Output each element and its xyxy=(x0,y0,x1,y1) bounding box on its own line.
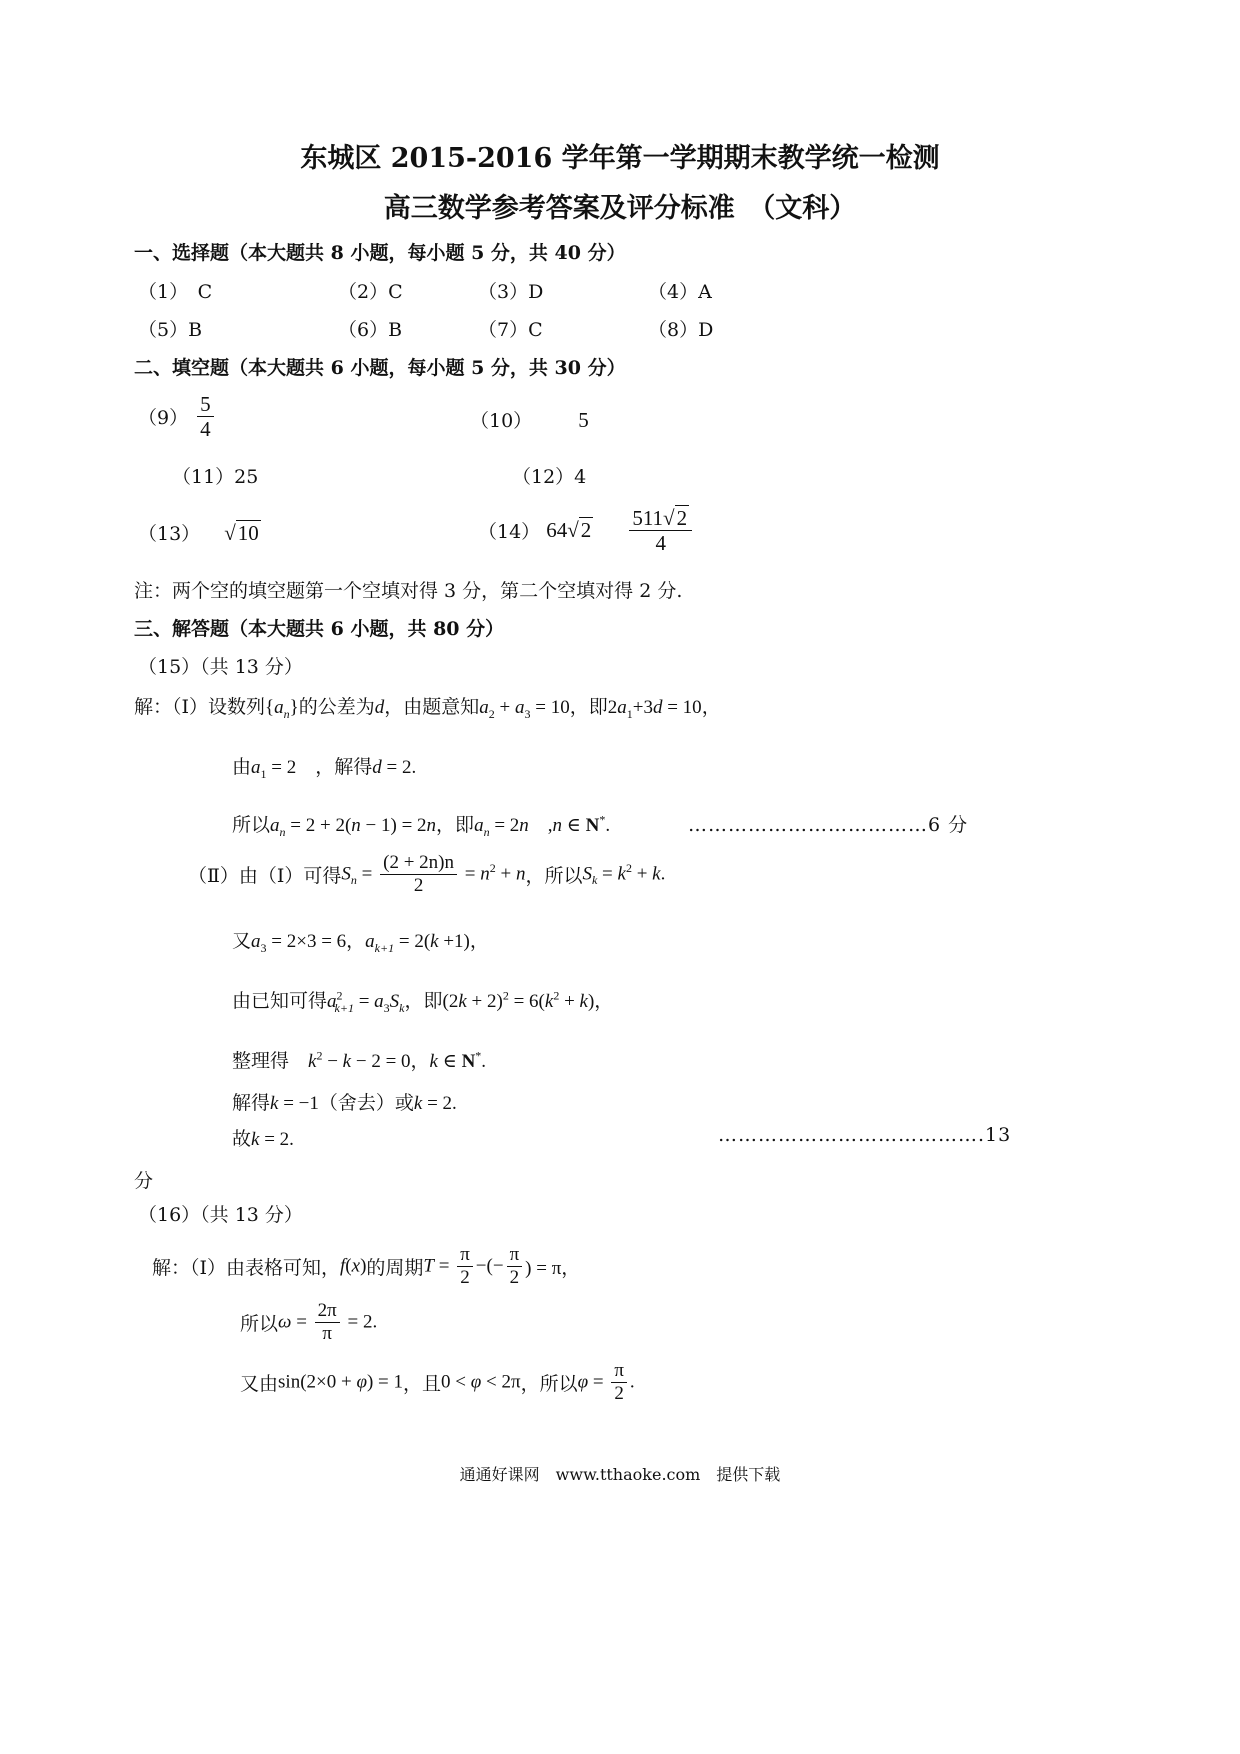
q15-line-4: （Ⅱ）由（Ⅰ）可得$S_n$ = $\frac{(2 + 2n)n}{2}$ = $n^2 + n$，所以$S_k = k^2 + k$. xyxy=(188,852,666,896)
q16-line-1: 解：（Ⅰ）由表格可知，f(x)的周期T = $\frac{\pi}{2}$ −(− $\frac{\pi}{2}$ ) = π， xyxy=(152,1244,581,1288)
q10-value: 5 xyxy=(578,408,589,432)
answer-5: （5）B xyxy=(138,319,203,341)
answer-7: （7）C xyxy=(478,319,543,341)
title-line-2: 高三数学参考答案及评分标准 （文科） xyxy=(383,193,857,224)
q15-score-6: ………………………………6 分 xyxy=(688,814,969,836)
q15-line-5: 又$a_3 = 2\times 3 = 6$，$a_{k+1} = 2(k +1)$， xyxy=(232,930,489,955)
section-1-heading: 一、选择题（本大题共 8 小题，每小题 5 分，共 40 分） xyxy=(134,242,626,264)
answer-8: （8）D xyxy=(648,319,714,341)
title-line-1: 东城区 2015-2016 学年第一学期期末教学统一检测 xyxy=(300,143,940,174)
q14-answer-b: $\frac{511√2}{4}$ xyxy=(629,506,692,555)
q15-line-1: 解：（Ⅰ）设数列$\{a_n\}$的公差为d，由题意知$a_2 + a_3 = 10$，即$2a_1+3d = 10$， xyxy=(134,696,721,721)
q15-line-3: 所以$a_n = 2 + 2(n - 1) = 2n$，即$a_n = 2n$ ,n ∈ N*. xyxy=(232,812,611,839)
q15-line-9: 故k = 2. xyxy=(232,1128,294,1150)
q16-line-3: 又由sin(2×0 + φ) = 1，且0 < φ < 2π，所以φ = $\frac{\pi}{2}$ . xyxy=(240,1360,635,1404)
q10 xyxy=(470,406,589,433)
q11: （11）25 xyxy=(172,466,259,488)
answer-6: （6）B xyxy=(338,319,403,341)
q14-label: （14） xyxy=(478,521,541,544)
section-2-heading: 二、填空题（本大题共 6 小题，每小题 5 分，共 30 分） xyxy=(134,357,626,379)
q15-header: （15）（共 13 分） xyxy=(138,656,303,678)
page-footer: 通通好课网 www.tthaoke.com 提供下载 xyxy=(459,1465,781,1484)
q9-label: （9） xyxy=(138,407,189,430)
section-3-heading: 三、解答题（本大题共 6 小题，共 80 分） xyxy=(134,618,505,640)
q14-answer-a: 64√2 xyxy=(546,518,592,543)
q10-label: （10） xyxy=(470,410,533,432)
fill-in-note: 注：两个空的填空题第一个空填对得 3 分，第二个空填对得 2 分. xyxy=(134,580,683,602)
q15-line-7: 整理得 $k^2 - k - 2 = 0$，k ∈ N*. xyxy=(232,1048,487,1072)
q13 xyxy=(138,519,261,546)
q13-label: （13） xyxy=(138,523,201,545)
answer-4: （4）A xyxy=(648,281,712,303)
answer-1: （1） C xyxy=(138,281,213,303)
q16-line-2: 所以ω = $\frac{2\pi}{\pi}$ = 2. xyxy=(240,1300,378,1344)
answer-3: （3）D xyxy=(478,281,544,303)
q9 xyxy=(138,392,217,441)
q15-line-6: 由已知可得$a^2_{k+1} = a_3S_k$，即$(2k + 2)^2 = 6(k^2 + k)$， xyxy=(232,988,614,1015)
q13-sqrt: √10 xyxy=(224,521,259,545)
q15-score-13: ………………………………….13 xyxy=(718,1124,1012,1146)
q15-score-unit: 分 xyxy=(134,1170,154,1192)
answer-2: （2）C xyxy=(338,281,403,303)
q14 xyxy=(478,506,695,555)
q15-line-8: 解得k = −1（舍去）或k = 2. xyxy=(232,1092,457,1114)
q16-header: （16）（共 13 分） xyxy=(138,1204,303,1226)
q12: （12）4 xyxy=(512,466,587,488)
q9-fraction: $\frac{5}{4}$ xyxy=(197,392,214,441)
q15-line-2: 由$a_1 = 2$ ，解得d = 2. xyxy=(232,756,417,781)
